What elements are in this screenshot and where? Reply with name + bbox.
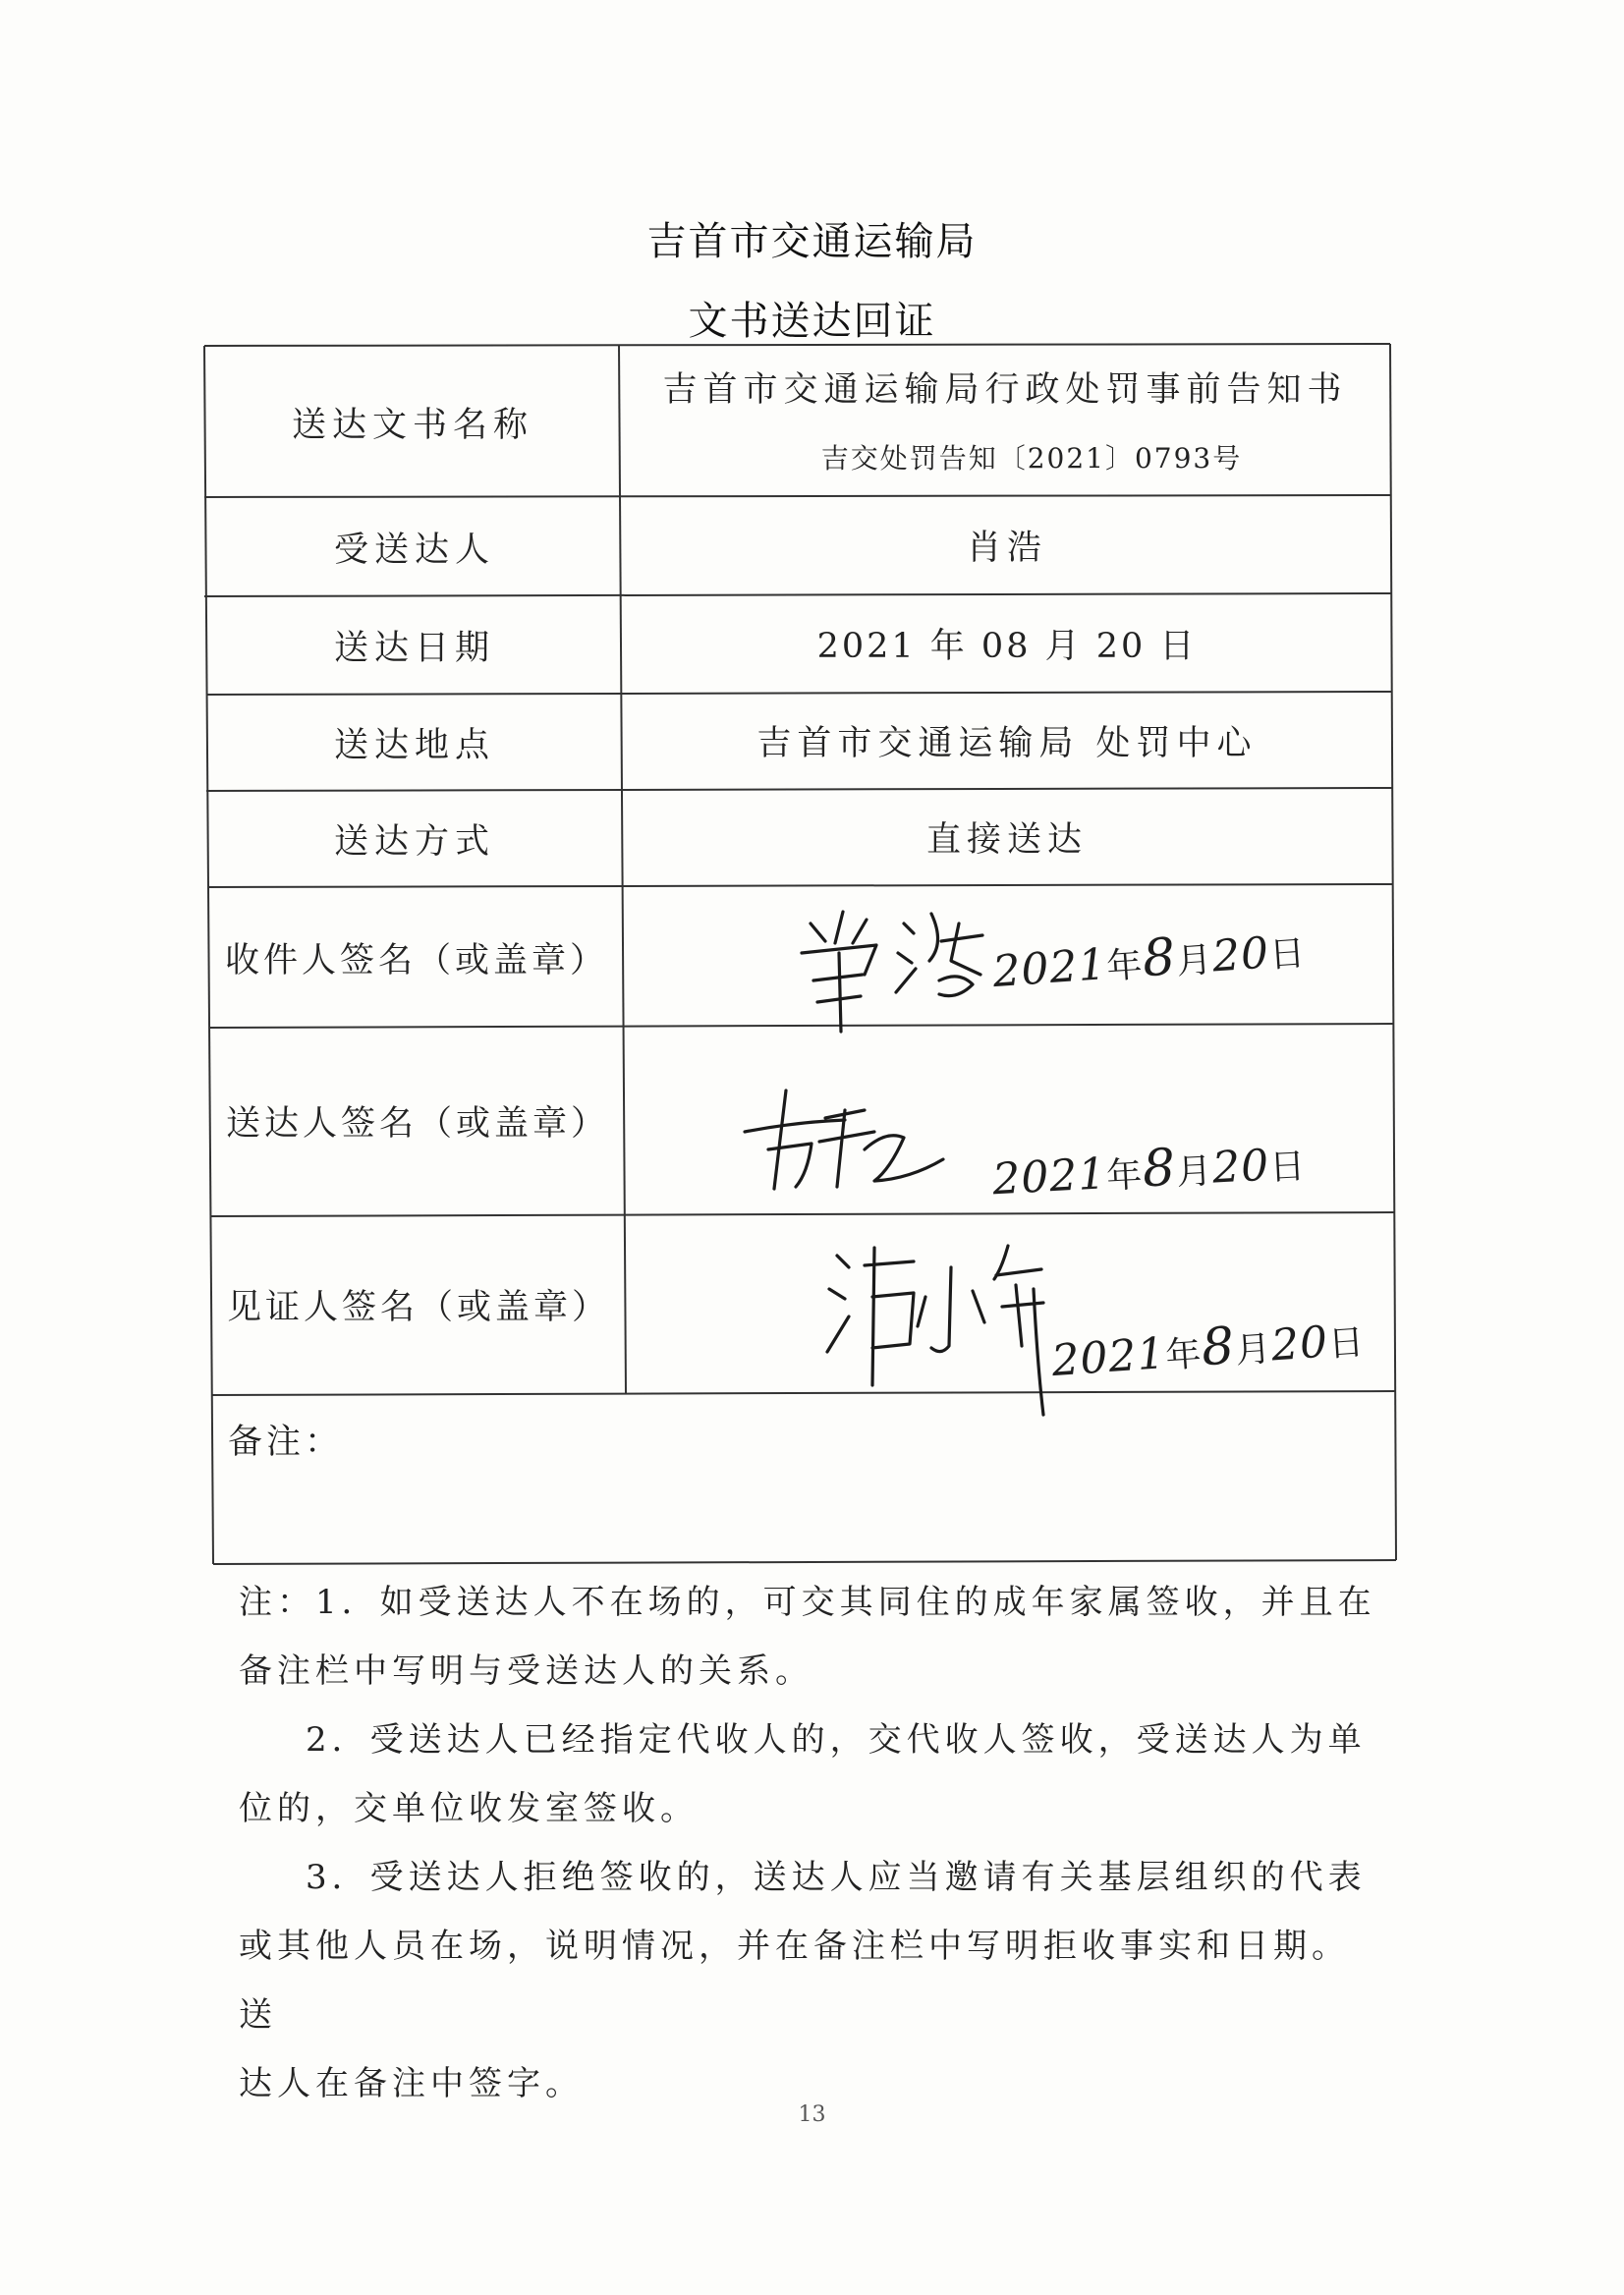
notes-label: 备注： — [228, 1423, 344, 1462]
footnotes — [239, 1568, 1378, 2118]
row-value-delivery-date: 2021 年 08 月 20 日 — [816, 627, 1198, 666]
footnote-2-line-2: 位的，交单位收发室签收。 — [239, 1789, 699, 1828]
row-label-deliverer-signature: 送达人签名（或盖章） — [225, 1104, 609, 1144]
row-value-document-number: 吉交处罚告知〔2021〕0793号 — [820, 442, 1243, 475]
footnote-3-line-3: 达人在备注中签字。 — [239, 2064, 584, 2103]
deliverer-signature-icon — [717, 1071, 973, 1218]
row-value-document-name: 吉首市交通运输局行政处罚事前告知书 — [662, 370, 1348, 410]
row-value-delivery-method: 直接送达 — [925, 819, 1088, 860]
footnote-1-line-2: 备注栏中写明与受送达人的关系。 — [239, 1651, 813, 1691]
receiver-signature-icon — [766, 884, 1002, 1051]
deliverer-handwritten-date: 2021年8月20日 — [991, 1138, 1308, 1205]
row-label-document-name: 送达文书名称 — [291, 405, 533, 445]
row-value-recipient: 肖浩 — [966, 529, 1047, 568]
row-label-delivery-method: 送达方式 — [333, 821, 495, 862]
witness-handwritten-date: 2021年8月20日 — [1049, 1316, 1367, 1387]
row-label-witness-signature: 见证人签名（或盖章） — [226, 1288, 610, 1327]
receiver-handwritten-date: 2021年8月20日 — [990, 927, 1308, 998]
document-subtitle: 文书送达回证 — [688, 299, 936, 344]
footnote-2-line-1: 2．受送达人已经指定代收人的，交代收人签收，受送达人为单 — [306, 1720, 1367, 1760]
row-label-delivery-place: 送达地点 — [333, 725, 495, 765]
footnote-3-line-2: 或其他人员在场，说明情况，并在备注栏中写明拒收事实和日期。送 — [239, 1927, 1350, 2035]
row-label-delivery-date: 送达日期 — [333, 629, 495, 668]
row-label-receiver-signature: 收件人签名（或盖章） — [224, 940, 608, 980]
row-value-delivery-place: 吉首市交通运输局 处罚中心 — [756, 723, 1258, 763]
footnote-3-line-1: 3．受送达人拒绝签收的，送达人应当邀请有关基层组织的代表 — [306, 1858, 1367, 1897]
page-number: 13 — [798, 2102, 826, 2127]
document-title: 吉首市交通运输局 — [646, 219, 978, 264]
footnote-1-line-1: 注：1．如受送达人不在场的，可交其同住的成年家属签收，并且在 — [239, 1583, 1376, 1622]
witness-signature-icon — [815, 1228, 1071, 1425]
row-label-recipient: 受送达人 — [333, 531, 495, 570]
